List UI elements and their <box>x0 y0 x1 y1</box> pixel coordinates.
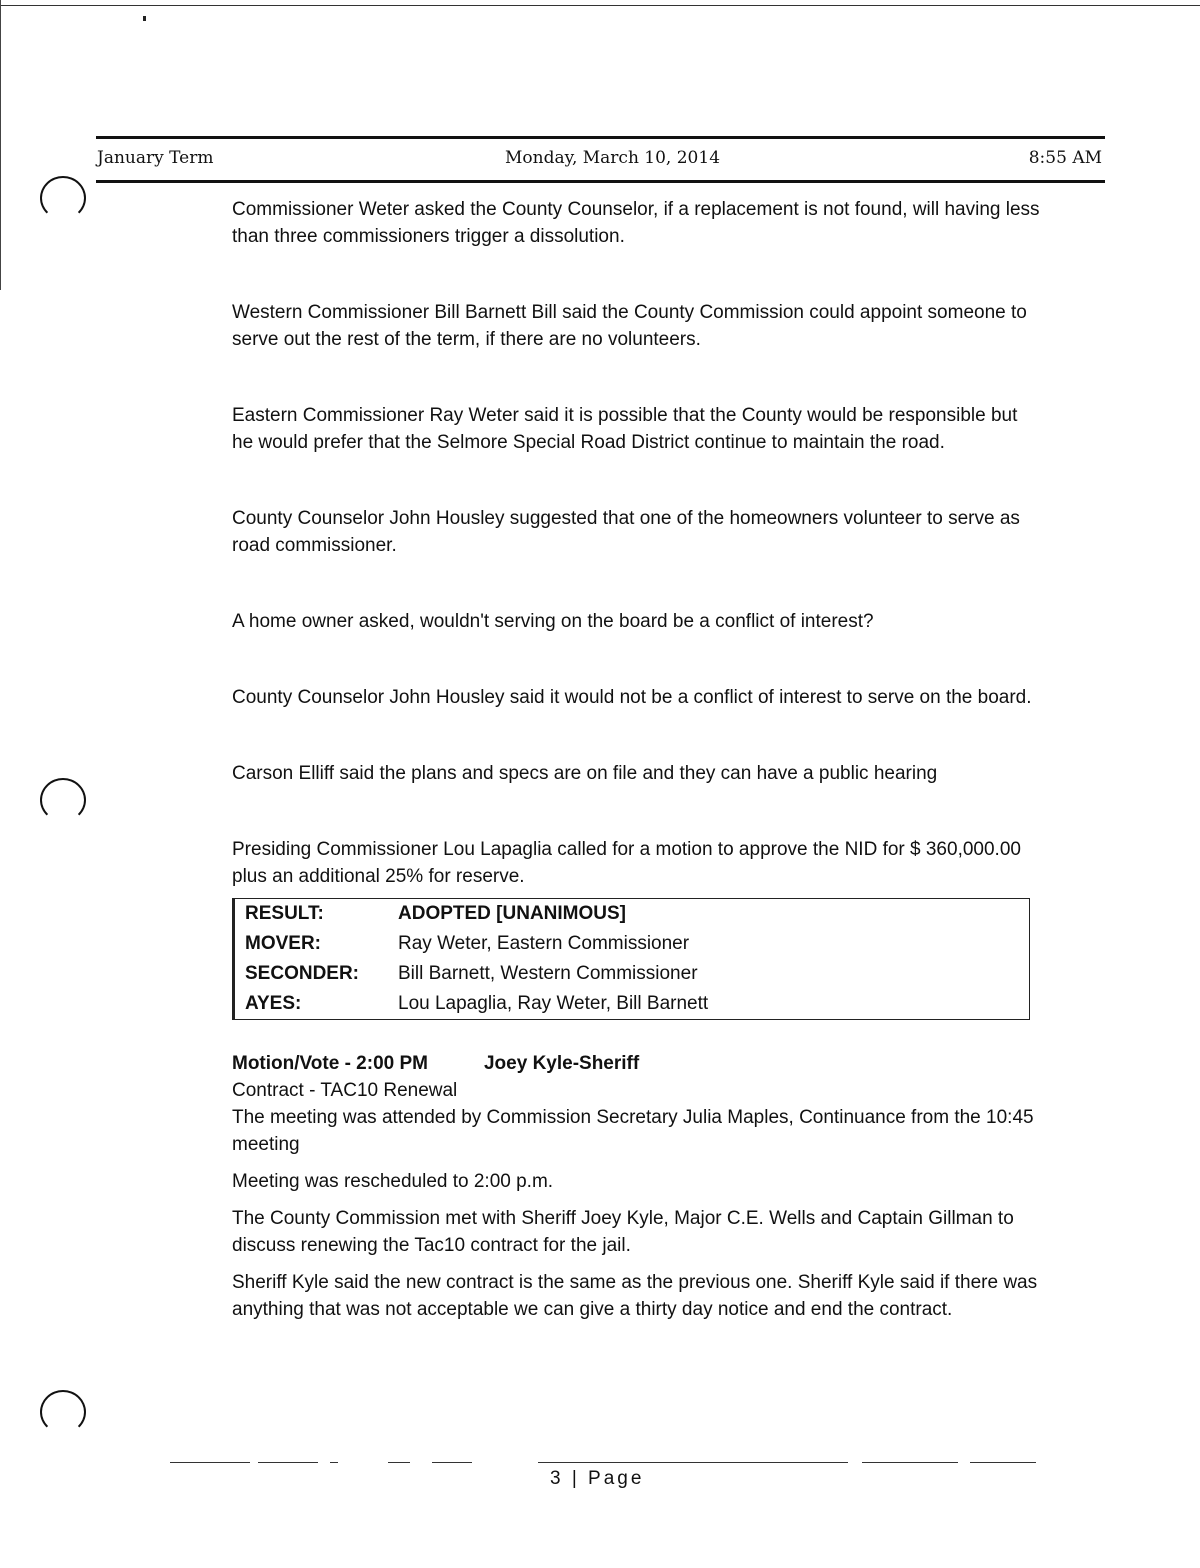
vote-value: Lou Lapaglia, Ray Weter, Bill Barnett <box>398 993 709 1014</box>
punch-hole-icon <box>40 1390 86 1434</box>
page-number: 3 | Page <box>550 1468 645 1489</box>
vote-label: AYES: <box>234 989 389 1020</box>
vote-result-table <box>232 898 1030 1020</box>
vote-value: ADOPTED [UNANIMOUS] <box>398 903 626 924</box>
vote-label: RESULT: <box>234 899 389 930</box>
scan-mark <box>143 16 146 21</box>
motion-rescheduled: Meeting was rescheduled to 2:00 p.m. <box>232 1171 554 1192</box>
paragraph: A home owner asked, wouldn't serving on the board be a conflict of interest? <box>232 611 874 632</box>
motion-heading: Motion/Vote - 2:00 PM <box>232 1053 428 1074</box>
motion-attended: The meeting was attended by Commission Secretary Julia Maples, Continuance from the 10:45 meeting <box>232 1107 1034 1155</box>
header-date: Monday, March 10, 2014 <box>505 148 721 168</box>
footer-rule <box>170 1462 1036 1464</box>
punch-hole-icon <box>40 778 86 822</box>
header-rule-top <box>96 136 1105 139</box>
paragraph: County Counselor John Housley suggested that one of the homeowners volunteer to serve as road commissioner. <box>232 508 1020 556</box>
motion-heading-line <box>232 1050 1042 1077</box>
motion-contract: Contract - TAC10 Renewal <box>232 1080 458 1101</box>
paragraph: Presiding Commissioner Lou Lapaglia called for a motion to approve the NID for $ 360,000.00 plus an additional 25% for reserve. <box>232 839 1021 887</box>
paragraph: Carson Elliff said the plans and specs are on file and they can have a public hearing <box>232 763 938 784</box>
header-term: January Term <box>97 148 214 168</box>
punch-hole-icon <box>40 176 86 220</box>
motion-met: The County Commission met with Sheriff Joey Kyle, Major C.E. Wells and Captain Gillman to discuss renewing the Tac10 contract for the jail. <box>232 1208 1014 1256</box>
paragraph: Western Commissioner Bill Barnett Bill said the County Commission could appoint someone to serve out the rest of the term, if there are no volunteers. <box>232 302 1027 350</box>
vote-row <box>234 989 1030 1020</box>
motion-person: Joey Kyle-Sheriff <box>483 1053 640 1074</box>
vote-row <box>234 899 1030 930</box>
vote-row <box>234 959 1030 989</box>
vote-label: MOVER: <box>234 929 389 959</box>
scan-edge-left <box>0 0 1 290</box>
vote-row <box>234 929 1030 959</box>
vote-label: SECONDER: <box>234 959 389 989</box>
header-rule-bottom <box>96 180 1105 183</box>
motion-sheriff: Sheriff Kyle said the new contract is the same as the previous one. Sheriff Kyle said if there was anything that was not acceptable we can give a thirty day notice and end the contract. <box>232 1272 1038 1320</box>
paragraph: County Counselor John Housley said it would not be a conflict of interest to serve on the board. <box>232 687 1032 708</box>
paragraph: Eastern Commissioner Ray Weter said it is possible that the County would be responsible but he would prefer that the Selmore Special Road District continue to maintain the road. <box>232 405 1018 453</box>
vote-value: Ray Weter, Eastern Commissioner <box>398 933 690 954</box>
vote-value: Bill Barnett, Western Commissioner <box>398 963 698 984</box>
paragraph: Commissioner Weter asked the County Counselor, if a replacement is not found, will having less than three commissioners trigger a dissolution. <box>232 199 1040 247</box>
minutes-body <box>232 196 1042 1323</box>
header-time: 8:55 AM <box>1028 148 1102 168</box>
scan-edge-top <box>0 5 1200 6</box>
